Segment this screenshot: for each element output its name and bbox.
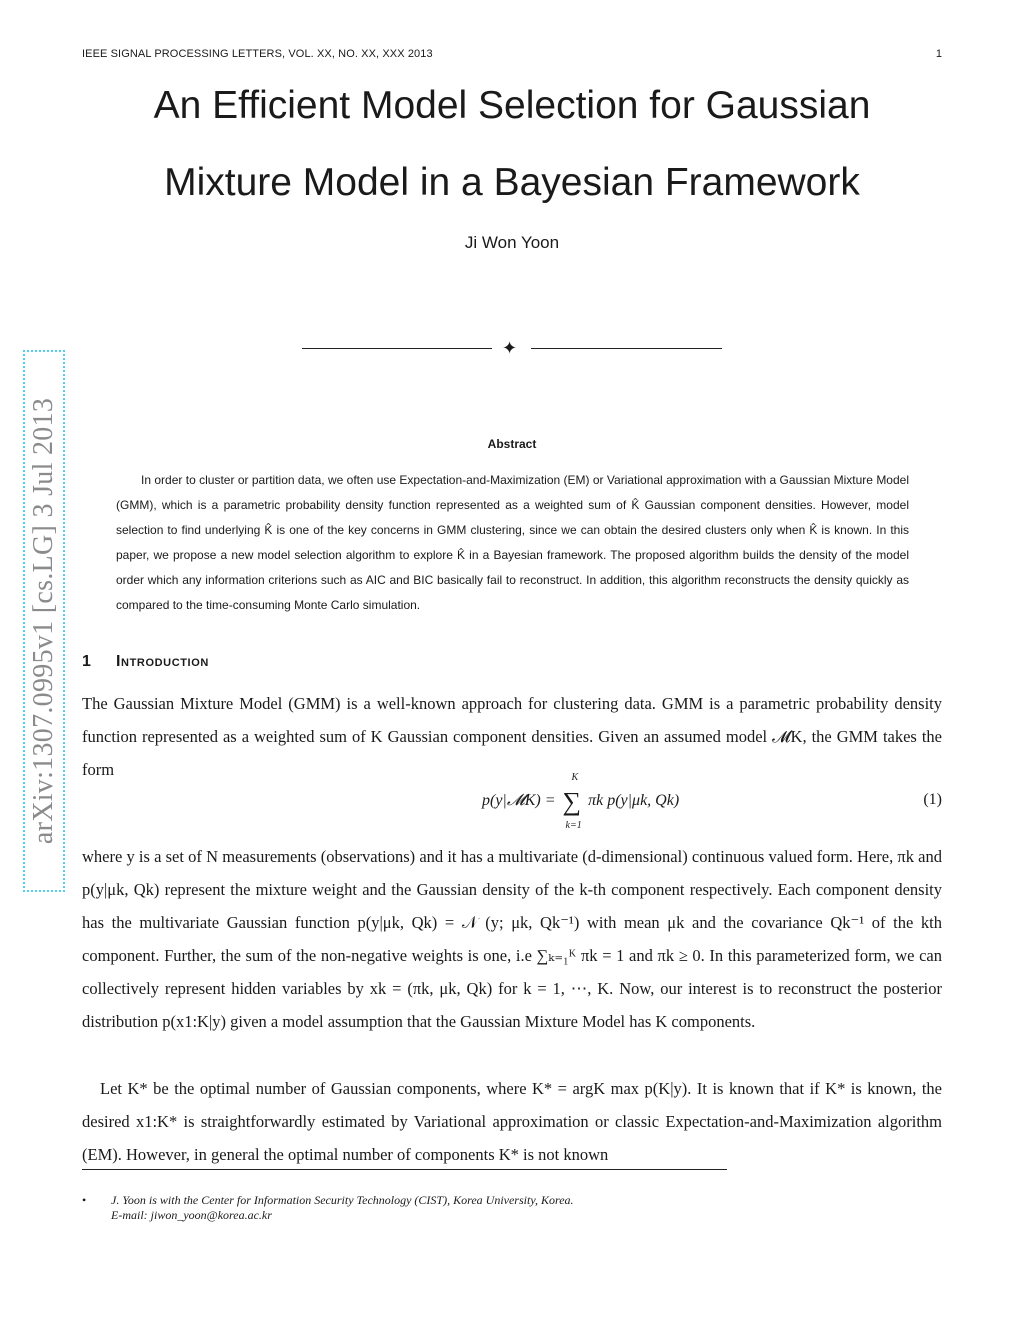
equation-rhs: πk p(y|μk, Qk) — [588, 792, 680, 809]
section-title: Introduction — [116, 653, 209, 670]
paper-title-line-2: Mixture Model in a Bayesian Framework — [164, 161, 860, 204]
arxiv-identifier: arXiv:1307.0995v1 [cs.LG] 3 Jul 2013 — [28, 397, 59, 845]
abstract-heading: Abstract — [487, 437, 537, 451]
author-name: Ji Won Yoon — [464, 233, 560, 252]
footnote-affiliation: J. Yoon is with the Center for Information Security Technology (CIST), Korea University, Korea. — [111, 1193, 574, 1207]
sum-upper-limit: K — [571, 772, 579, 783]
equation-lhs: p(y|𝓜K) = — [482, 792, 556, 809]
equation-1 — [82, 772, 942, 832]
footnote-bullet: • — [82, 1193, 87, 1207]
title-divider — [302, 339, 722, 359]
arxiv-stamp[interactable] — [23, 350, 65, 892]
sum-lower-limit: k=1 — [565, 820, 582, 831]
diamond-ornament-icon: ✦ — [502, 338, 518, 358]
page-number: 1 — [935, 48, 942, 60]
divider-line-right — [531, 348, 722, 349]
footnote-rule — [82, 1169, 727, 1170]
summation-symbol: ∑ K k=1 — [562, 772, 582, 831]
footnote-email: E-mail: jiwon_yoon@korea.ac.kr — [111, 1208, 272, 1222]
intro-paragraph-3: Let K* be the optimal number of Gaussian components, where K* = argK max p(K|y). It is known that if K* is known, the desired x1:K* is straightforwardly estimated by Variational approximation or classic Expectation-and-Maximization algorithm (EM). However, in general the optimal number of components K* is not known — [82, 1079, 942, 1164]
section-number: 1 — [82, 653, 91, 670]
intro-paragraph-2: where y is a set of N measurements (observations) and it has a multivariate (d-dimensional) continuous valued form. Here, πk and p(y|μk, Qk) represent the mixture weight and the Gaussian density of the k-th component respectively. Each component density has the multivariate Gaussian function p(y|μk, Qk) = 𝒩 (y; μk, Qk⁻¹) with mean μk and the covariance Qk⁻¹ of the kth component. Further, the sum of the non-negative weights is one, i.e ∑ₖ₌₁ᴷ πk = 1 and πk ≥ 0. In this parameterized form, we can collectively represent hidden variables by xk = (πk, μk, Qk) for k = 1, ⋯, K. Now, our interest is to reconstruct the posterior distribution p(x1:K|y) given a model assumption that the Gaussian Mixture Model has K components. — [82, 847, 942, 1031]
footnote — [82, 1193, 574, 1223]
abstract-text: In order to cluster or partition data, we often use Expectation-and-Maximization (EM) or Variational approximation with a Gaussian Mixture Model (GMM), which is a parametric probability density function represented as a weighted sum of K̂ Gaussian component densities. However, model selection to find underlying K̂ is one of the key concerns in GMM clustering, since we can obtain the desired clusters only when K̂ is known. In this paper, we propose a new model selection algorithm to explore K̂ in a Bayesian framework. The proposed algorithm builds the density of the model order which any information criterions such as AIC and BIC basically fail to reconstruct. In addition, this algorithm reconstructs the density quickly as compared to the time-consuming Monte Carlo simulation. — [116, 473, 909, 612]
equation-number: (1) — [923, 791, 942, 808]
running-head: IEEE SIGNAL PROCESSING LETTERS, VOL. XX, NO. XX, XXX 2013 — [82, 48, 433, 60]
intro-paragraph-1: The Gaussian Mixture Model (GMM) is a well-known approach for clustering data. GMM is a parametric probability density function represented as a weighted sum of K Gaussian component densities. Given an assumed model 𝓜K, the GMM takes the form — [82, 694, 942, 779]
equation-body — [482, 772, 680, 831]
paper-title-line-1: An Efficient Model Selection for Gaussian — [153, 84, 871, 127]
divider-line-left — [302, 348, 492, 349]
